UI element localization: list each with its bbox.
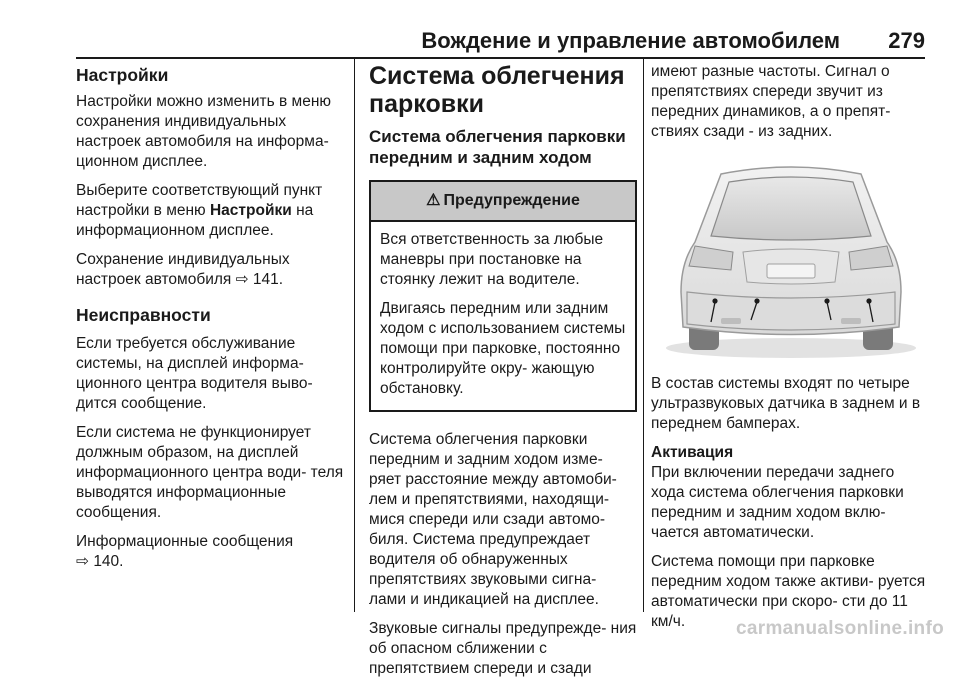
text-prefix: Выберите соответствующий пункт настройки в меню — [76, 182, 323, 219]
paragraph-settings-1: Настройки можно изменить в меню сохранения индивидуальных настроек автомобиля на информа- ционном дисплее. — [76, 93, 332, 170]
warning-header — [371, 182, 635, 222]
header-rule — [76, 57, 925, 59]
column-1 — [76, 62, 346, 581]
rear-bumper — [687, 292, 895, 330]
page-ref-arrow-icon: ⇨ — [76, 553, 89, 570]
exhaust-left — [721, 318, 741, 324]
text: Информационные сообщения — [76, 533, 294, 550]
heading-settings: Настройки — [76, 65, 169, 85]
warning-triangle-icon: ⚠ — [426, 192, 441, 209]
column-2 — [369, 62, 637, 688]
section-subtitle: Система облегчения парковки передним и задним ходом — [369, 127, 626, 167]
page-ref-link[interactable]: 140. — [93, 553, 124, 570]
paragraph-settings-3 — [76, 250, 346, 290]
figure-caption: В состав системы входят по четыре ультразвуковых датчика в заднем и в переднем бамперах. — [651, 375, 921, 432]
exhaust-right — [841, 318, 861, 324]
warning-body — [371, 222, 635, 410]
sensor-dot-4 — [866, 298, 871, 303]
sensor-dot-3 — [824, 298, 829, 303]
page-ref-arrow-icon: ⇨ — [235, 271, 249, 288]
paragraph-activation-2: Система помощи при парковке передним ходом также активи- руется автоматически при скоро- сти до 11 км/ч. — [651, 553, 926, 630]
paragraph-continued: имеют разные частоты. Сигнал о препятствиях спереди звучит из передних динамиков, а о препят- ствиях сзади - из задних. — [651, 63, 891, 140]
column-divider-2 — [643, 58, 644, 612]
text-suffix: на информационном дисплее. — [76, 202, 314, 239]
warning-paragraph-1: Вся ответственность за любые маневры при постановке на стоянку лежит на водителе. — [380, 231, 604, 288]
section-title: Система облегчения парковки — [369, 62, 625, 118]
heading-activation: Активация — [651, 444, 734, 461]
warning-title: Предупреждение — [443, 192, 580, 209]
license-plate — [767, 264, 815, 278]
page-header — [0, 0, 960, 56]
sensor-dot-1 — [712, 298, 717, 303]
text: Сохранение индивидуальных настроек автомобиля — [76, 251, 290, 288]
paragraph-activation-1: При включении передачи заднего хода система облегчения парковки передним и задним ходом вклю- чается автоматически. — [651, 464, 904, 541]
column-divider-1 — [354, 58, 355, 612]
paragraph-description-1: Система облегчения парковки передним и задним ходом изме- ряет расстояние между автомоби- лем и препятствиями, находящи- мися спереди или сзади автомо- биля. Система предупреждает водителя об обнаруженных препятствиях звуковыми сигна- лами и индикацией на дисплее. — [369, 431, 617, 608]
paragraph-settings-2 — [76, 181, 346, 241]
paragraph-faults-1: Если требуется обслуживание системы, на дисплей информа- ционного центра водителя выво- дится сообщение. — [76, 335, 313, 412]
rear-window — [711, 177, 871, 240]
page-number: 279 — [888, 28, 925, 53]
warning-paragraph-2: Двигаясь передним или задним ходом с использованием системы помощи при парковке, постоянно контролируйте окру- жающую обстановку. — [380, 300, 626, 397]
header-title: Вождение и управление автомобилем — [421, 28, 840, 53]
page-ref-link[interactable]: 141. — [252, 271, 284, 288]
column-3 — [651, 62, 931, 641]
paragraph-faults-2: Если система не функционирует должным образом, на дисплей информационного центра води- теля выводятся информационные сообщения. — [76, 424, 344, 521]
car-rear-svg — [651, 152, 931, 364]
heading-faults: Неисправности — [76, 305, 211, 325]
menu-name-settings: Настройки — [209, 202, 292, 219]
car-rear-illustration — [651, 152, 931, 364]
watermark-text: carmanualsonline.info — [736, 618, 944, 639]
paragraph-faults-3 — [76, 532, 346, 572]
paragraph-description-2: Звуковые сигналы предупрежде- ния об опасном сближении с препятствием спереди и сзади — [369, 620, 637, 677]
warning-box — [369, 180, 637, 412]
sensor-dot-2 — [754, 298, 759, 303]
